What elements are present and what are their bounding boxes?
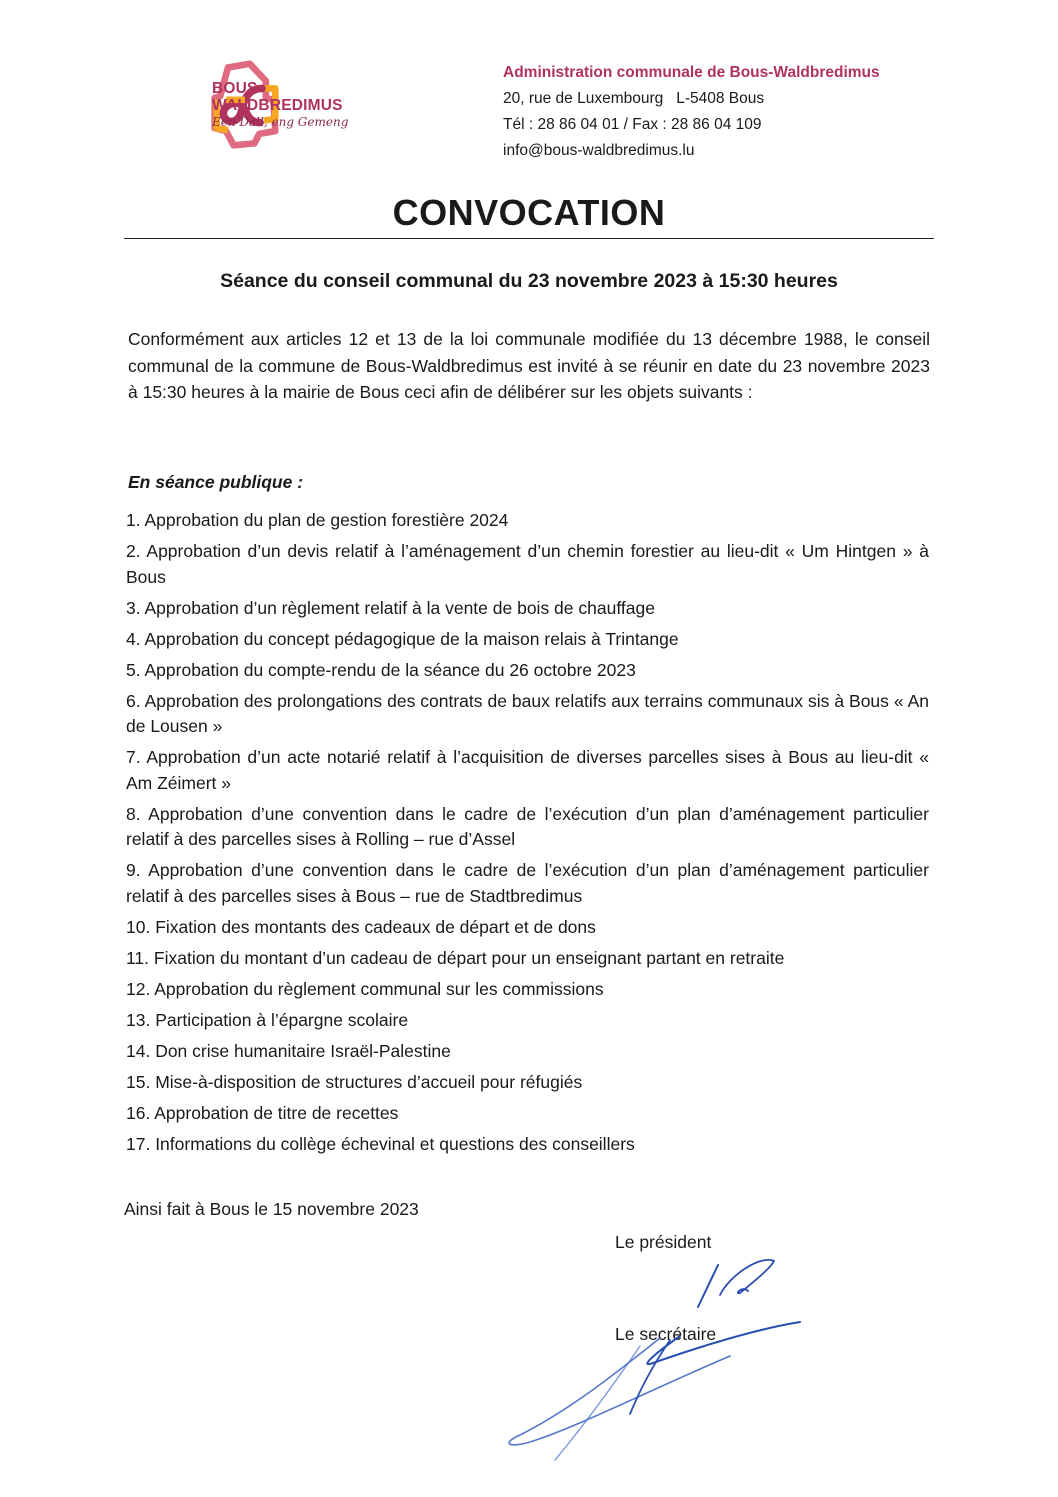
section-heading-public: En séance publique : xyxy=(128,472,304,492)
secretary-label: Le secrétaire xyxy=(615,1324,717,1344)
agenda-item: 9. Approbation d’une convention dans le cadre de l’exécution d’un plan d’aménagement particulier relatif à des parcelles sises à Bous – rue de Stadtbredimus xyxy=(126,860,929,906)
administration-contact-block xyxy=(503,60,880,164)
agenda-item: 7. Approbation d’un acte notarié relatif à l’acquisition de diverses parcelles sises à Bous au lieu-dit « Am Zéimert » xyxy=(126,747,929,793)
agenda-item: 4. Approbation du concept pédagogique de la maison relais à Trintange xyxy=(126,628,679,649)
page-title: CONVOCATION xyxy=(392,192,666,233)
agenda-list xyxy=(126,508,929,1163)
agenda-item: 5. Approbation du compte-rendu de la séance du 26 octobre 2023 xyxy=(126,659,636,680)
president-signature-icon xyxy=(690,1255,790,1315)
title-divider xyxy=(124,238,934,239)
agenda-item: 17. Informations du collège échevinal et questions des conseillers xyxy=(126,1133,635,1154)
agenda-item: 8. Approbation d’une convention dans le cadre de l’exécution d’un plan d’aménagement particulier relatif à des parcelles sises à Rolling – rue d’Assel xyxy=(126,803,929,849)
intro-paragraph: Conformément aux articles 12 et 13 de la loi communale modifiée du 13 décembre 1988, le conseil communal de la commune de Bous-Waldbredimus est invité à se réunir en date du 23 novembre 2023 à 15:30 heures à la mairie de Bous ceci afin de délibérer sur les objets suivants : xyxy=(128,329,930,402)
agenda-item: 16. Approbation de titre de recettes xyxy=(126,1102,399,1123)
agenda-item: 12. Approbation du règlement communal sur les commissions xyxy=(126,978,604,999)
agenda-item: 11. Fixation du montant d’un cadeau de départ pour un enseignant partant en retraite xyxy=(126,947,785,968)
secretary-signature-icon xyxy=(490,1310,810,1470)
agenda-item: 10. Fixation des montants des cadeaux de départ et de dons xyxy=(126,916,596,937)
agenda-item: 2. Approbation d’un devis relatif à l’aménagement d’un chemin forestier au lieu-dit « Um Hintgen » à Bous xyxy=(126,541,929,587)
administration-email[interactable]: info@bous-waldbredimus.lu xyxy=(503,142,695,159)
logo-wordmark xyxy=(212,80,348,129)
administration-name: Administration communale de Bous-Waldbredimus xyxy=(503,64,880,81)
president-label: Le président xyxy=(615,1232,712,1252)
logo-name-line1: BOUS- xyxy=(212,80,263,97)
agenda-item: 1. Approbation du plan de gestion forestière 2024 xyxy=(126,510,509,530)
administration-phone-fax: Tél : 28 86 04 01 / Fax : 28 86 04 109 xyxy=(503,116,762,133)
closing-place-date: Ainsi fait à Bous le 15 novembre 2023 xyxy=(124,1199,419,1219)
logo-name-line2: WALDBREDIMUS xyxy=(212,97,343,114)
agenda-item: 14. Don crise humanitaire Israël-Palestine xyxy=(126,1040,451,1061)
agenda-item: 3. Approbation d’un règlement relatif à la vente de bois de chauffage xyxy=(126,597,655,618)
agenda-item: 13. Participation à l’épargne scolaire xyxy=(126,1009,409,1030)
administration-address: 20, rue de Luxembourg L-5408 Bous xyxy=(503,90,765,107)
session-subtitle: Séance du conseil communal du 23 novembre 2023 à 15:30 heures xyxy=(220,270,838,292)
agenda-item: 6. Approbation des prolongations des contrats de baux relatifs aux terrains communaux sis à Bous « An de Lousen » xyxy=(126,690,929,736)
logo-slogan: Een Dall, eng Gemeng xyxy=(212,115,349,129)
agenda-item: 15. Mise-à-disposition de structures d’accueil pour réfugiés xyxy=(126,1071,583,1092)
